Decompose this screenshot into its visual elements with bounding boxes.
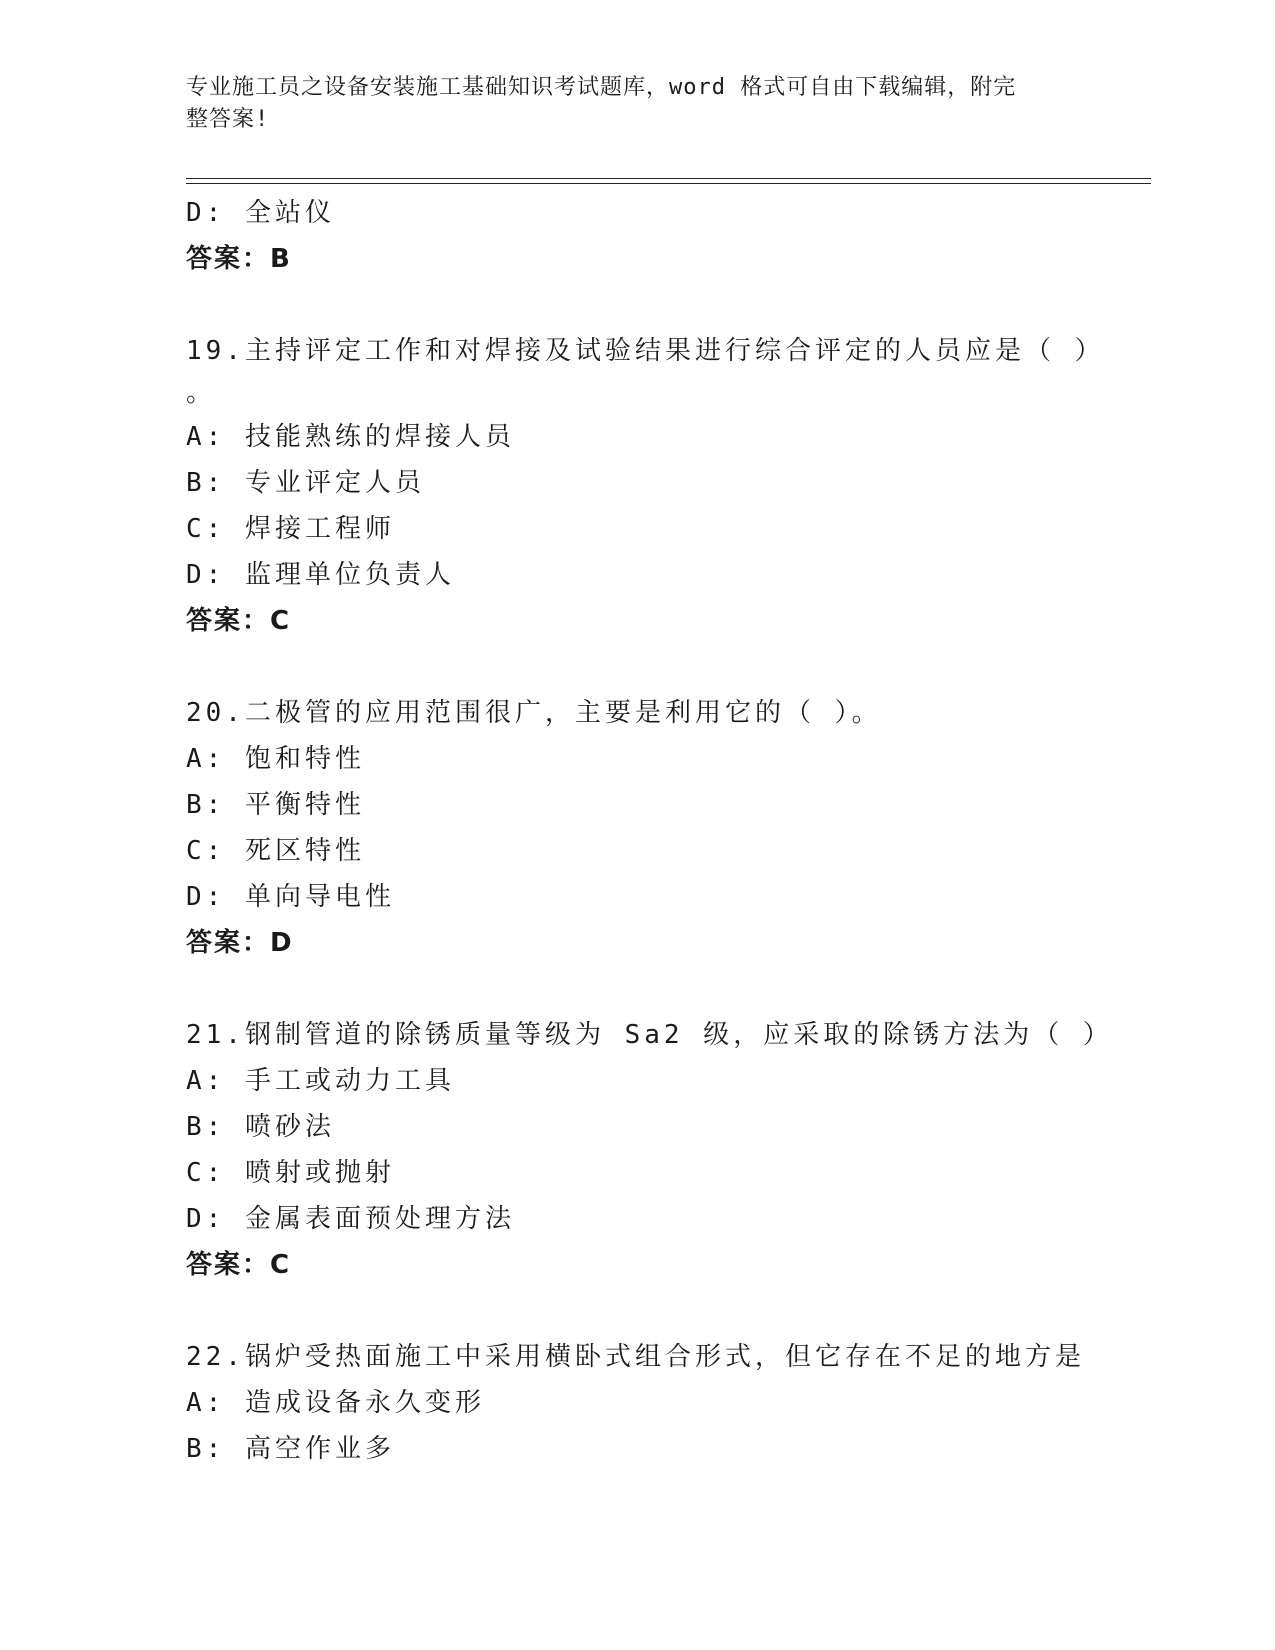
question-21 [186,1012,1126,1288]
answer: 答案：D [186,928,294,958]
document-body [186,190,1126,1472]
spacer [186,1288,1126,1334]
header-line-2: 整答案! [186,107,270,132]
option-a: A: 饱和特性 [186,744,365,774]
option-d: D: 全站仪 [186,198,335,228]
header-line-1: 专业施工员之设备安装施工基础知识考试题库，word 格式可自由下载编辑，附完 [186,75,1017,100]
answer: 答案：B [186,244,292,274]
header-rule-top [186,178,1151,179]
option-a: A: 手工或动力工具 [186,1066,455,1096]
question-stem: 19.主持评定工作和对焊接及试验结果进行综合评定的人员应是（ ） [186,336,1105,366]
spacer [186,966,1126,1012]
option-b: B: 高空作业多 [186,1434,395,1464]
option-a: A: 造成设备永久变形 [186,1388,485,1418]
header-rule-bottom [186,183,1151,184]
option-a: A: 技能熟练的焊接人员 [186,422,515,452]
option-c: C: 焊接工程师 [186,514,395,544]
spacer [186,282,1126,328]
question-stem: 20.二极管的应用范围很广，主要是利用它的（ ）。 [186,698,882,728]
question-stem: 21.钢制管道的除锈质量等级为 Sa2 级，应采取的除锈方法为（ ） [186,1020,1113,1050]
document-header [186,72,1066,136]
question-stem: 22.锅炉受热面施工中采用横卧式组合形式，但它存在不足的地方是 [186,1342,1085,1372]
option-d: D: 监理单位负责人 [186,560,455,590]
option-c: C: 死区特性 [186,836,365,866]
option-d: D: 单向导电性 [186,882,395,912]
option-c: C: 喷射或抛射 [186,1158,395,1188]
question-19 [186,328,1126,644]
answer: 答案：C [186,1250,292,1280]
option-b: B: 平衡特性 [186,790,365,820]
option-b: B: 专业评定人员 [186,468,425,498]
answer: 答案：C [186,606,292,636]
spacer [186,644,1126,690]
option-d: D: 金属表面预处理方法 [186,1204,515,1234]
question-20 [186,690,1126,966]
question-22 [186,1334,1126,1472]
question-stem-continued: 。 [186,378,217,408]
option-b: B: 喷砂法 [186,1112,335,1142]
